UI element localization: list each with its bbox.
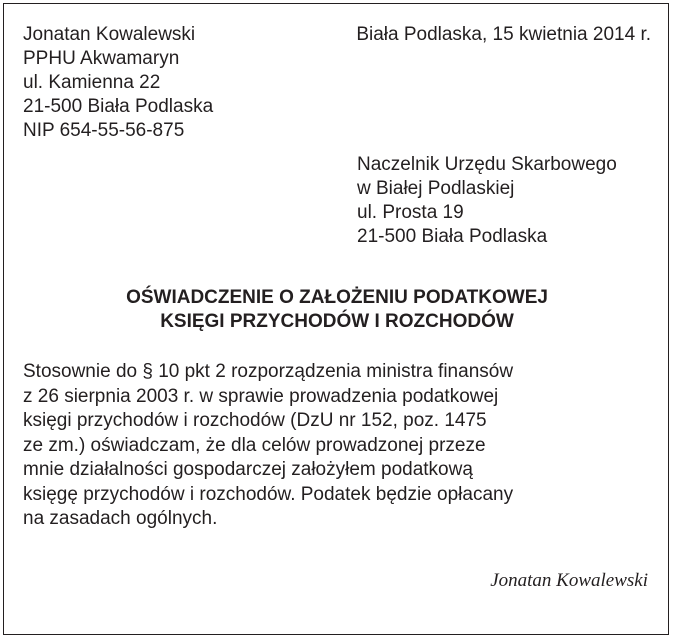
sender-address-block [23, 23, 213, 143]
body-line: księgę przychodów i rozchodów. Podatek będzie opłacany [23, 483, 514, 505]
recipient-address-block [357, 153, 617, 249]
document-frame [3, 3, 669, 635]
sender-company: PPHU Akwamaryn [23, 48, 180, 69]
recipient-office: Naczelnik Urzędu Skarbowego [357, 154, 617, 175]
sender-street: ul. Kamienna 22 [23, 72, 161, 93]
sender-city: 21-500 Biała Podlaska [23, 96, 214, 117]
sender-name: Jonatan Kowalewski [23, 24, 196, 45]
body-line: ze zm.) oświadczam, że dla celów prowadzonej przeze [23, 434, 486, 456]
body-line: z 26 sierpnia 2003 r. w sprawie prowadzenia podatkowej [23, 385, 499, 407]
body-line: mnie działalności gospodarczej założyłem podatkową [23, 459, 473, 480]
document-title [4, 286, 670, 334]
place-and-date: Biała Podlaska, 15 kwietnia 2014 r. [356, 24, 651, 45]
title-line-2: KSIĘGI PRZYCHODÓW I ROZCHODÓW [160, 311, 514, 332]
recipient-street: ul. Prosta 19 [357, 202, 464, 223]
body-line: na zasadach ogólnych. [23, 508, 218, 529]
sender-nip: NIP 654-55-56-875 [23, 120, 185, 141]
body-line: księgi przychodów i rozchodów (DzU nr 152, poz. 1475 [23, 410, 487, 431]
body-line: Stosownie do § 10 pkt 2 rozporządzenia ministra finansów [23, 361, 514, 382]
recipient-city: 21-500 Biała Podlaska [357, 226, 548, 247]
signature: Jonatan Kowalewski [490, 570, 648, 591]
declaration-body [23, 360, 513, 532]
recipient-office-location: w Białej Podlaskiej [357, 178, 515, 199]
title-line-1: OŚWIADCZENIE O ZAŁOŻENIU PODATKOWEJ [126, 287, 548, 308]
